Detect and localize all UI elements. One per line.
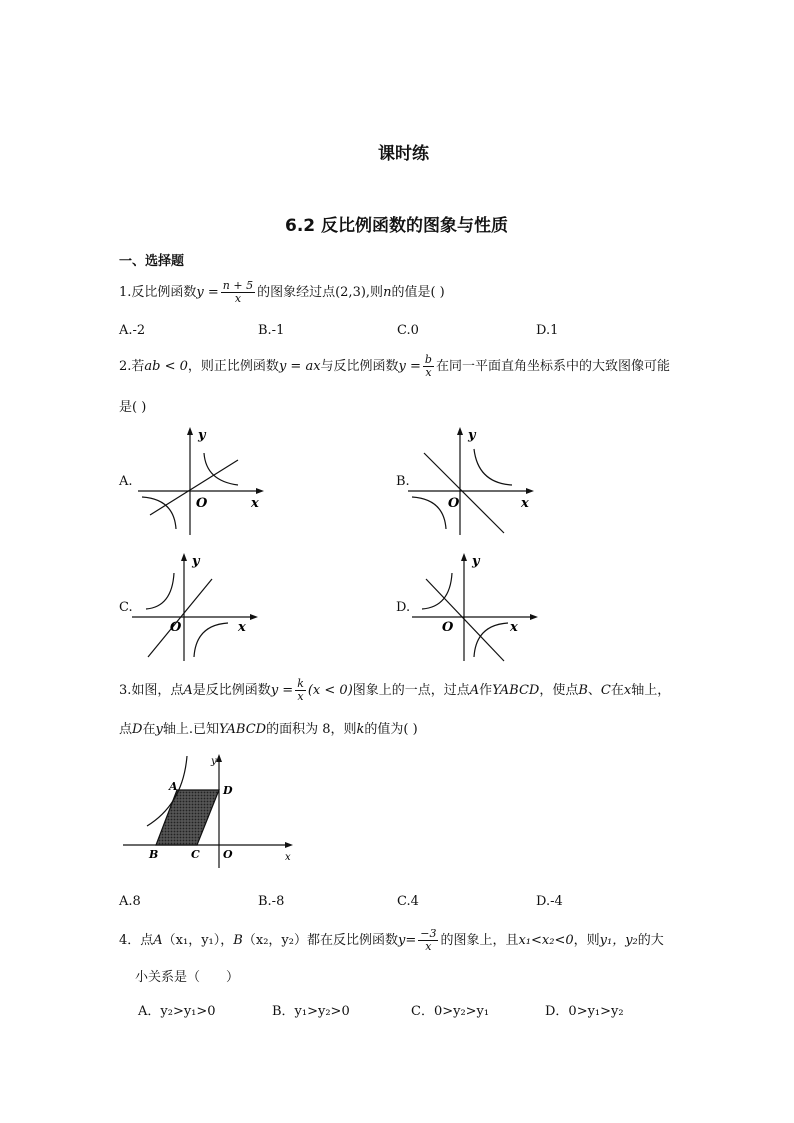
parallelogram-abcd [156,790,219,845]
q3-mid4: ，使点 [539,683,579,698]
q2-frac-den: x [425,366,432,379]
q4-frac-num: −3 [420,927,437,940]
q3-shape: YABCD [492,683,540,698]
q4-mid2: 的图象上，且 [440,933,519,948]
label-c: C [191,848,200,861]
axis-y-label: y [472,554,480,569]
q4-cond: x₁<x₂<0 [518,933,574,948]
q2-graph-a[interactable] [138,425,268,540]
q3-xaxis: x [623,683,632,698]
question-1 [119,280,445,305]
q2-graph-label-d[interactable]: D. [396,600,411,615]
q3-prefix: 3.如图，点 [119,683,184,698]
y-axis-arrow [187,427,193,435]
hyperbola-branch-2 [194,623,228,657]
q3-yaxis: y [155,722,163,737]
axis-y-label: y [198,428,206,443]
q1-option-a[interactable]: A.-2 [119,323,146,338]
question-4 [119,928,664,953]
q3-l2e: 的值为( ) [364,722,418,737]
axis-x-label: x [251,496,259,511]
q4-frac-den: x [425,940,432,953]
q1-var: n [383,285,392,300]
q3-shape2: YABCD [218,722,267,737]
q4-option-b[interactable]: B．y₁>y₂>0 [272,1004,350,1019]
q2-graph-label-c[interactable]: C. [119,600,133,615]
q1-prefix: 1.反比例函数 [119,285,197,300]
q3-point-b: B [578,683,588,698]
hyperbola-branch-2 [412,497,446,529]
origin-label: O [196,496,208,511]
q2-line1-end: 在同一平面直角坐标系中的大致图像可能 [435,359,670,374]
q3-mid3: 作 [479,683,493,698]
q3-domain: (x < 0) [307,683,353,698]
label-b: B [149,848,159,861]
label-d: D [223,784,233,797]
linear-line [426,579,504,661]
q2-frac-num: b [424,353,432,366]
q1-tail: ,则 [365,285,384,300]
y-axis-arrow [461,553,467,561]
q1-suffix: 的图象经过点 [257,285,336,300]
q3-frac-num: k [297,677,304,690]
q3-point-a: A [183,683,193,698]
q3-kvar: k [356,722,365,737]
q3-mid2: 图象上的一点，过点 [352,683,470,698]
q2-mid2: 与反比例函数 [320,359,399,374]
q2-graph-c[interactable] [132,551,262,666]
q1-point: (2,3) [335,285,366,300]
q4-fraction [418,928,438,953]
linear-line [148,579,212,657]
q3-mid1: 是反比例函数 [192,683,271,698]
q1-fraction [221,280,255,305]
y-axis-arrow [457,427,463,435]
q3-l2b: 在 [142,722,156,737]
q3-eq-lhs: y = [270,683,294,698]
q3-line2 [119,718,418,737]
q3-option-d[interactable]: D.-4 [536,894,563,909]
x-axis-arrow [256,488,264,494]
q2-eq1: y = ax [278,359,321,374]
q1-option-b[interactable]: B.-1 [258,323,285,338]
x-axis-arrow [250,614,258,620]
q4-sep: ， [220,933,234,948]
q2-line2: 是( ) [119,400,147,415]
origin-label: O [448,496,460,511]
q1-end: 的值是( ) [391,285,445,300]
q4-option-c[interactable]: C．0>y₂>y₁ [411,1004,490,1019]
q4-point-b: B [233,933,243,948]
page-title: 课时练 [378,144,429,164]
q3-frac-den: x [297,690,304,703]
axis-x-label: x [521,496,529,511]
q1-frac-num: n + 5 [222,279,254,292]
q2-cond: ab < 0 [144,359,188,374]
x-axis-arrow [285,842,293,848]
q3-option-a[interactable]: A.8 [119,894,141,909]
q2-mid1: ，则正比例函数 [187,359,279,374]
q3-line1-end: 轴上， [631,683,671,698]
y-axis-arrow [181,553,187,561]
q3-point-a2: A [469,683,480,698]
section-title: 6.2 反比例函数的图象与性质 [285,216,509,236]
hyperbola-branch-1 [146,573,174,609]
q4-coord-a: （x₁，y₁） [162,933,221,948]
q2-graph-label-a[interactable]: A. [119,474,133,489]
axis-y-label: y [468,428,476,443]
hyperbola-branch-1 [204,453,238,485]
label-a: A [169,780,178,793]
q2-prefix: 2.若 [119,359,145,374]
q1-eq-lhs: y = [196,285,219,300]
q4-mid3: ，则 [573,933,600,948]
q2-eq2-lhs: y = [398,359,421,374]
q4-eq-lhs: y= [397,933,417,948]
q4-mid: 都在反比例函数 [306,933,398,948]
q3-point-d: D [132,722,143,737]
q4-line2: 小关系是（ ） [135,970,240,985]
origin-label: O [442,620,454,635]
axis-x-label: x [510,620,518,635]
q3-point-c: C [600,683,611,698]
q1-option-d[interactable]: D.1 [536,323,559,338]
origin-label: O [170,620,182,635]
q3-l2c: 轴上.已知 [162,722,219,737]
q3-option-c[interactable]: C.4 [397,894,419,909]
q1-frac-den: x [234,292,242,305]
q2-fraction [423,354,434,379]
linear-line [424,453,504,533]
q3-mid5: 在 [610,683,624,698]
q3-figure [119,752,299,872]
q4-coord-b: （x₂，y₂） [242,933,307,948]
x-axis-arrow [530,614,538,620]
q2-graph-d[interactable] [412,551,542,666]
section-heading: 一、选择题 [119,254,185,269]
q2-graph-b[interactable] [408,425,538,540]
q2-graph-label-b[interactable]: B. [396,474,410,489]
q3-fraction [295,678,306,703]
q4-line1-end: 的大 [637,933,664,948]
x-axis-arrow [526,488,534,494]
label-y: y [211,756,217,767]
q3-l2d: 的面积为 8，则 [266,722,357,737]
y-axis-arrow [216,754,222,762]
q4-vars: y₁，y₂ [599,933,638,948]
hyperbola-branch-2 [474,623,508,657]
q4-prefix: 4．点 [119,933,154,948]
linear-line [150,460,238,515]
q3-option-b[interactable]: B.-8 [258,894,285,909]
axis-x-label: x [238,620,246,635]
q4-option-a[interactable]: A．y₂>y₁>0 [138,1004,216,1019]
label-o: O [223,848,233,861]
q1-option-c[interactable]: C.0 [397,323,419,338]
q3-sep: 、 [587,683,601,698]
question-3 [119,678,670,703]
q3-l2a: 点 [119,722,133,737]
question-2 [119,354,670,379]
label-x: x [285,852,291,863]
axis-y-label: y [192,554,200,569]
hyperbola-branch-1 [474,449,512,485]
q4-point-a: A [153,933,163,948]
q4-option-d[interactable]: D．0>y₁>y₂ [545,1004,624,1019]
